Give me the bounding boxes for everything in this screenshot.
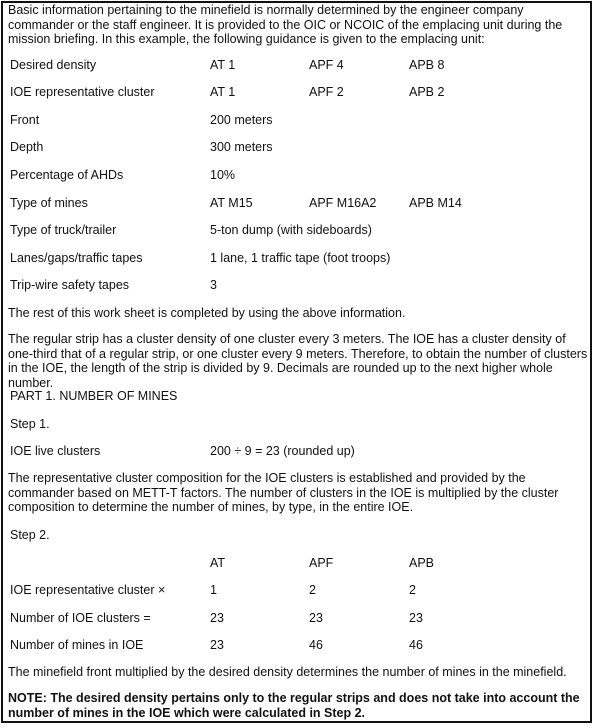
tripwire-value: 3 xyxy=(210,278,217,292)
mines-apb: APB M14 xyxy=(409,196,462,210)
step2-row-label: IOE representative cluster × xyxy=(10,583,166,597)
step2-row-label: Number of mines in IOE xyxy=(10,638,144,652)
step2-cell: 23 xyxy=(210,611,224,625)
part1-heading: PART 1. NUMBER OF MINES xyxy=(10,389,178,403)
ioe-cluster-label: IOE representative cluster xyxy=(10,85,155,99)
ioe-live-value: 200 ÷ 9 = 23 (rounded up) xyxy=(210,444,355,458)
truck-label: Type of truck/trailer xyxy=(10,223,117,237)
intro-paragraph: Basic information pertaining to the minefield is normally determined by the engineer company commander or the staff engineer. It is provided to the OIC or NCOIC of the emplacing unit during the mission briefing. In this example, the following guidance is given to the emplacing unit: xyxy=(8,3,563,46)
ahds-label: Percentage of AHDs xyxy=(10,168,124,182)
step2-header-apf: APF xyxy=(309,556,334,570)
depth-label: Depth xyxy=(10,140,44,154)
composition-paragraph: The representative cluster composition for the IOE clusters is established and provided by the commander based on METT-T factors. The number of clusters in the IOE is multiplied by the cluster composition to determine the number of mines, by type, in the entire IOE. xyxy=(8,471,559,514)
step2-cell: 2 xyxy=(409,583,416,597)
step2-cell: 46 xyxy=(409,638,423,652)
step2-cell: 1 xyxy=(210,583,217,597)
mines-at: AT M15 xyxy=(210,196,253,210)
step2-cell: 23 xyxy=(309,611,323,625)
ioe-cluster-at: AT 1 xyxy=(210,85,236,99)
front-value: 200 meters xyxy=(210,113,273,127)
lanes-value: 1 lane, 1 traffic tape (foot troops) xyxy=(210,251,391,265)
step2-row-label: Number of IOE clusters = xyxy=(10,611,151,625)
step2-cell: 23 xyxy=(409,611,423,625)
step2-cell: 46 xyxy=(309,638,323,652)
desired-density-apb: APB 8 xyxy=(409,58,445,72)
step2-cell: 2 xyxy=(309,583,316,597)
mines-apf: APF M16A2 xyxy=(309,196,377,210)
desired-density-label: Desired density xyxy=(10,58,97,72)
step2-heading: Step 2. xyxy=(10,528,50,542)
mines-label: Type of mines xyxy=(10,196,88,210)
ioe-live-label: IOE live clusters xyxy=(10,444,101,458)
lanes-label: Lanes/gaps/traffic tapes xyxy=(10,251,143,265)
front-paragraph: The minefield front multiplied by the desired density determines the number of mines in the minefield. xyxy=(8,665,567,679)
ioe-cluster-apf: APF 2 xyxy=(309,85,344,99)
rest-paragraph: The rest of this work sheet is completed by using the above information. xyxy=(8,306,406,320)
step2-cell: 23 xyxy=(210,638,224,652)
front-label: Front xyxy=(10,113,40,127)
step2-header-apb: APB xyxy=(409,556,435,570)
step1-heading: Step 1. xyxy=(10,417,50,431)
ahds-value: 10% xyxy=(210,168,236,182)
truck-value: 5-ton dump (with sideboards) xyxy=(210,223,372,237)
step2-header-at: AT xyxy=(210,556,226,570)
tripwire-label: Trip-wire safety tapes xyxy=(10,278,130,292)
strip-paragraph: The regular strip has a cluster density of one cluster every 3 meters. The IOE has a cluster density of one-third that of a regular strip, or one cluster every 9 meters. Therefore, to obtain the number of clusters in the IOE, the length of the strip is divided by 9. Decimals are rounded up to the next higher whole number. xyxy=(8,332,588,390)
depth-value: 300 meters xyxy=(210,140,273,154)
note-paragraph: NOTE: The desired density pertains only to the regular strips and does not take into account the number of mines in the IOE which were calculated in Step 2. xyxy=(8,691,580,720)
desired-density-apf: APF 4 xyxy=(309,58,344,72)
desired-density-at: AT 1 xyxy=(210,58,236,72)
ioe-cluster-apb: APB 2 xyxy=(409,85,445,99)
